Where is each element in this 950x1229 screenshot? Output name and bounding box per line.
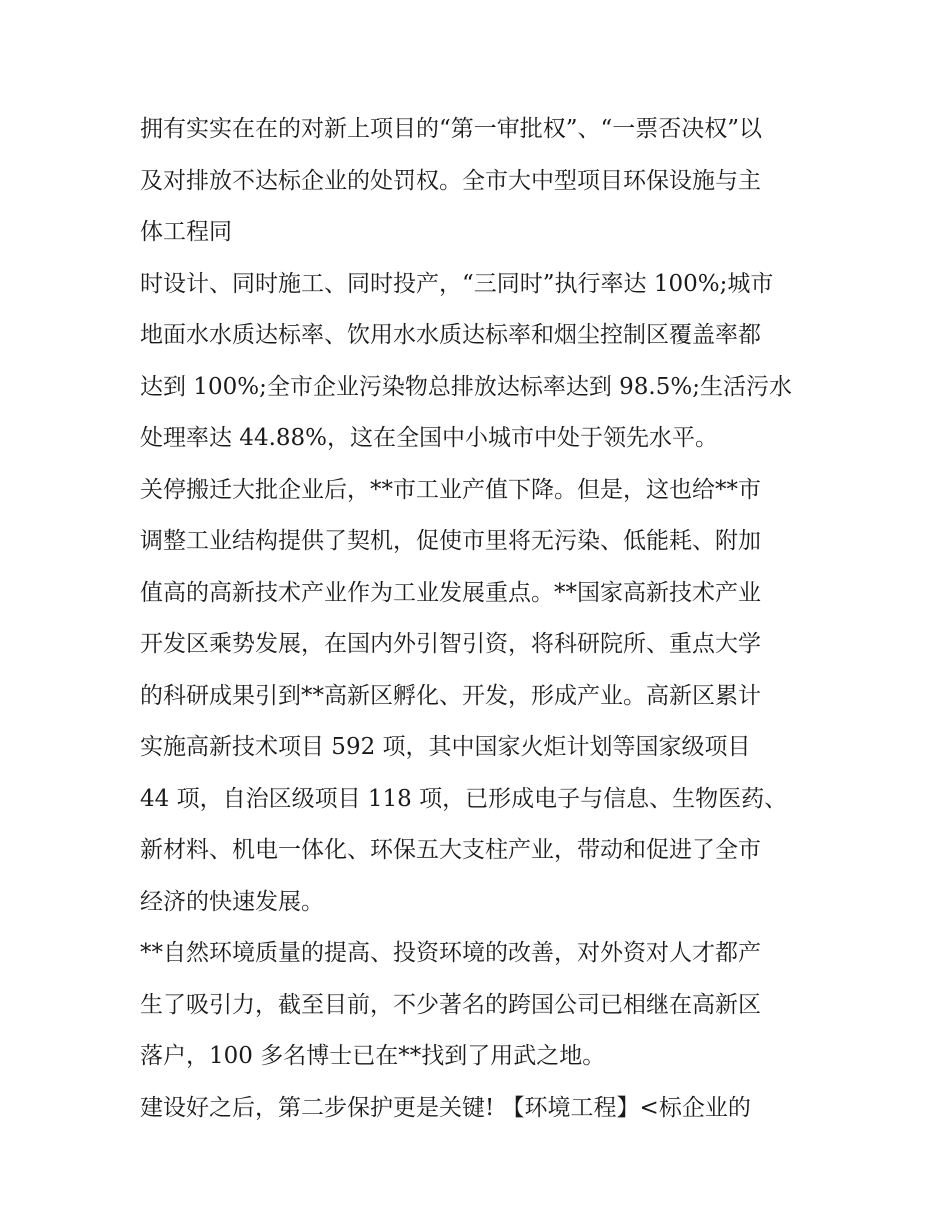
text-line: **自然环境质量的提高、投资环境的改善，对外资对人才都产 (140, 940, 761, 966)
text-line: 达到 100%;全市企业污染物总排放达标率达到 98.5%;生活污水 (140, 373, 792, 400)
text-line: 开发区乘势发展，在国内外引智引资，将科研院所、重点大学 (140, 631, 761, 657)
text-line: 关停搬迁大批企业后，**市工业产值下降。但是，这也给**市 (140, 476, 761, 503)
text-line: 值高的高新技术产业作为工业发展重点。**国家高新技术产业 (140, 579, 761, 606)
text-line: 实施高新技术项目 592 项，其中国家火炬计划等国家级项目 (140, 734, 751, 760)
body-text (140, 104, 820, 1134)
text-line: 44 项，自治区级项目 118 项，已形成电子与信息、生物医药、 (140, 785, 788, 812)
text-line: 经济的快速发展。 (140, 888, 324, 915)
text-line: 新材料、机电一体化、环保五大支柱产业，带动和促进了全市 (140, 837, 761, 863)
text-line: 建设好之后，第二步保护更是关键! 【环境工程】<标企业的 (140, 1094, 751, 1121)
text-line: 及对排放不达标企业的处罚权。全市大中型项目环保设施与主 (140, 167, 761, 194)
text-line: 生了吸引力，截至目前，不少著名的跨国公司已相继在高新区 (140, 991, 761, 1018)
text-line: 落户，100 多名博士已在**找到了用武之地。 (140, 1043, 606, 1069)
text-line: 体工程同 (140, 219, 232, 245)
text-line: 地面水水质达标率、饮用水水质达标率和烟尘控制区覆盖率都 (140, 322, 761, 348)
text-line: 拥有实实在在的对新上项目的“第一审批权”、“一票否决权”以 (140, 116, 763, 142)
text-line: 处理率达 44.88%，这在全国中小城市中处于领先水平。 (140, 425, 719, 451)
text-line: 时设计、同时施工、同时投产，“三同时”执行率达 100%;城市 (140, 270, 774, 297)
text-line: 的科研成果引到**高新区孵化、开发，形成产业。高新区累计 (140, 682, 761, 709)
text-line: 调整工业结构提供了契机，促使市里将无污染、低能耗、附加 (140, 528, 761, 554)
